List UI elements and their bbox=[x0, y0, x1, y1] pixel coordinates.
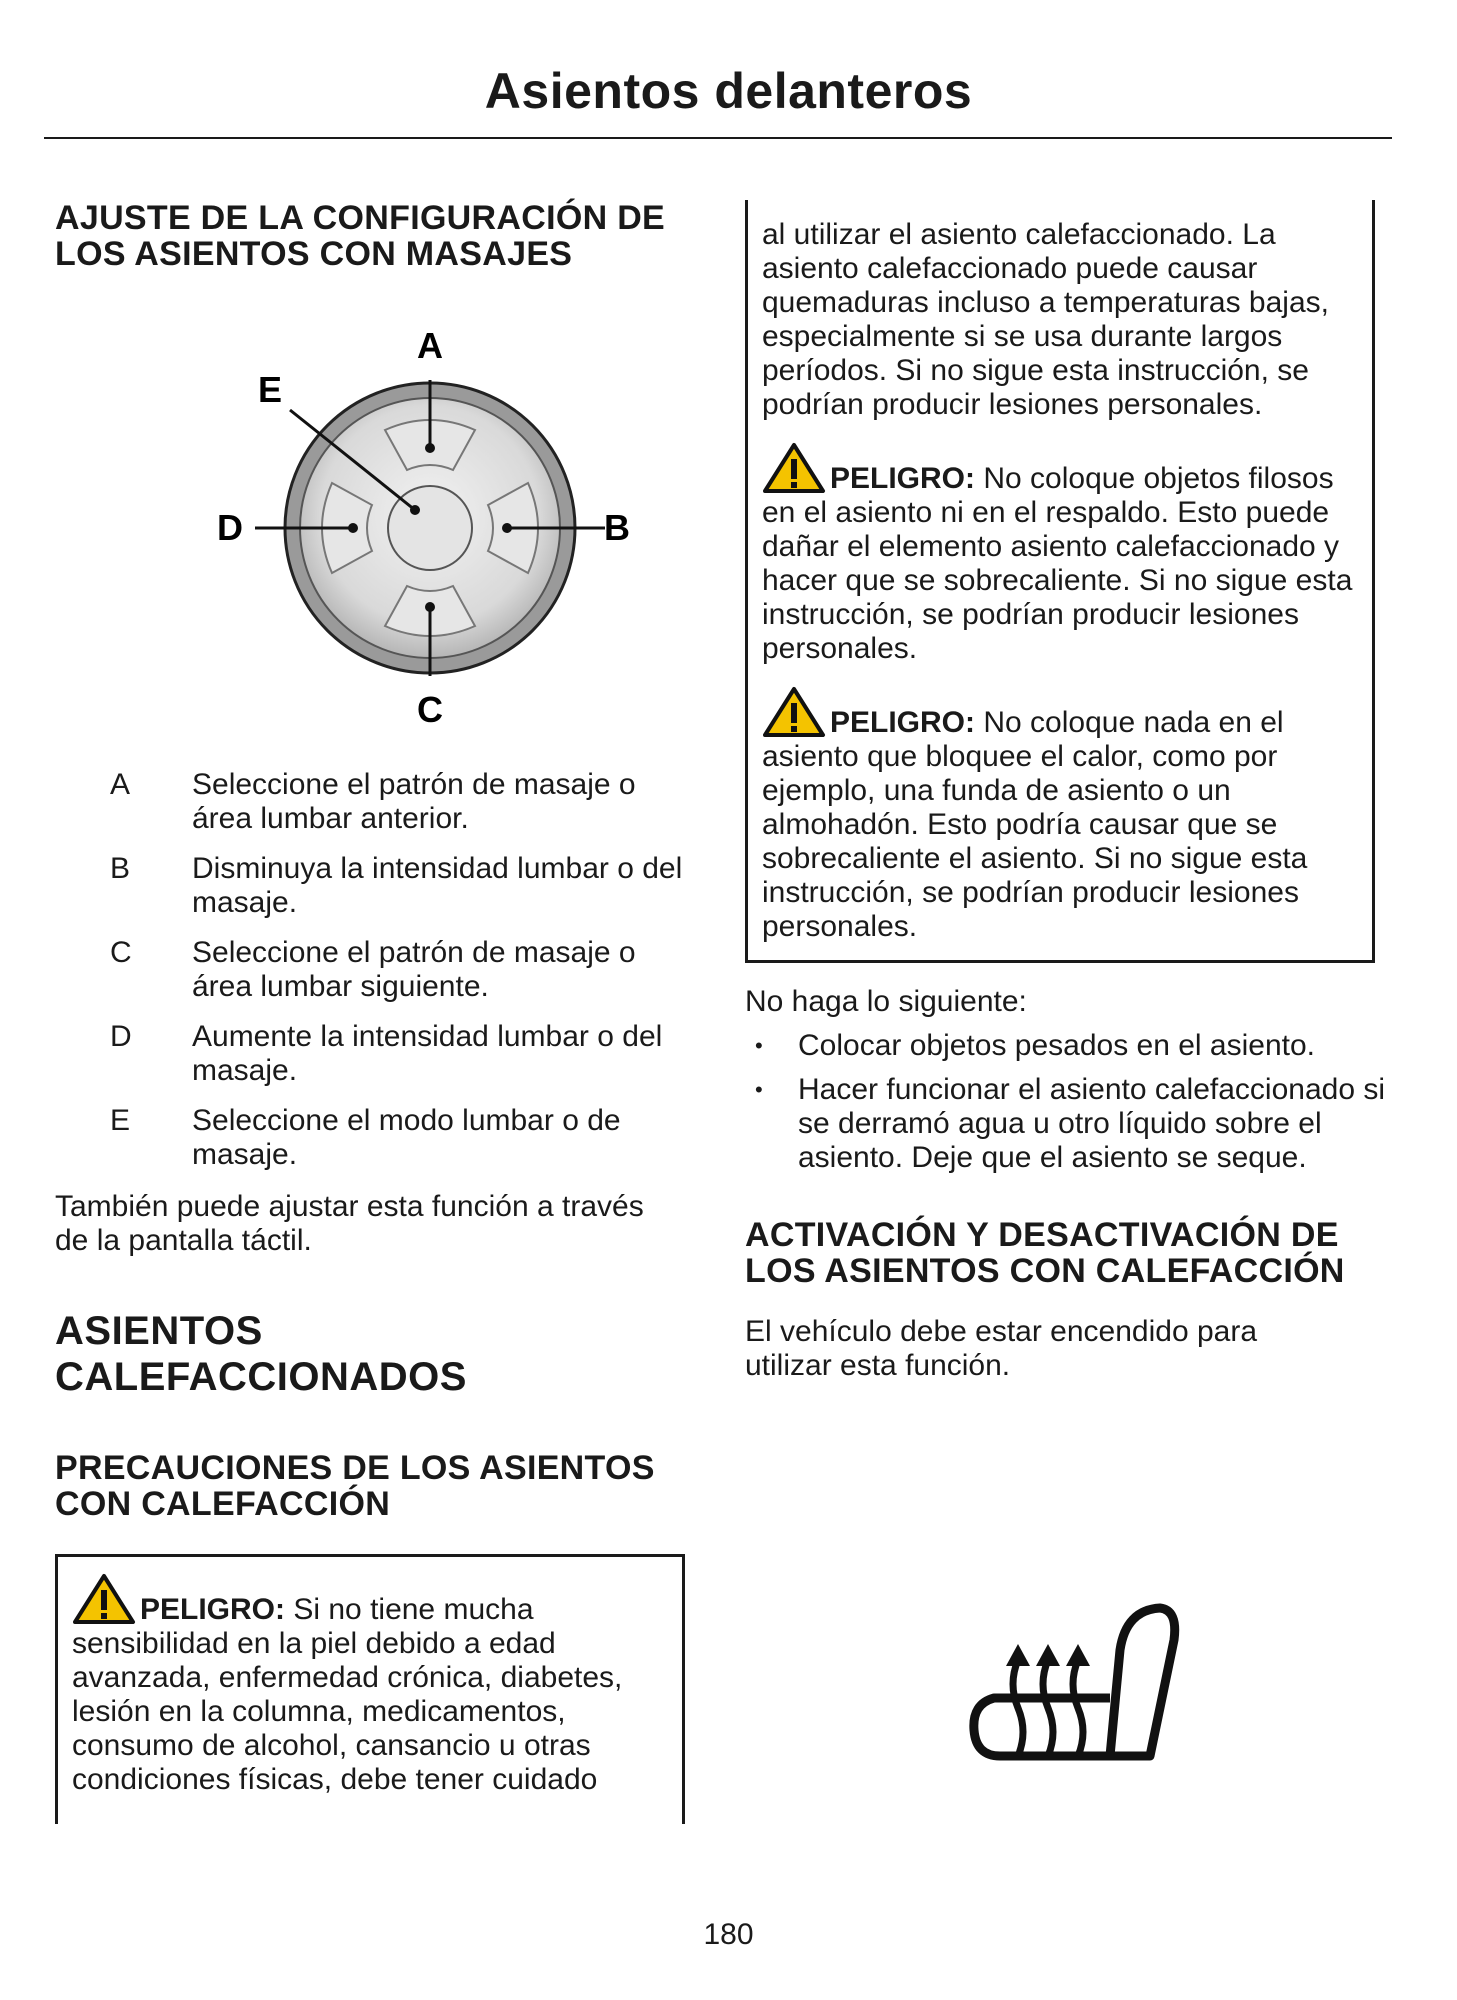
warning-box-continued bbox=[745, 200, 1375, 963]
warning-label: PELIGRO: bbox=[830, 706, 976, 739]
massage-note: También puede ajustar esta función a través de la pantalla táctil. bbox=[55, 1190, 644, 1257]
warning-triangle-icon bbox=[762, 442, 826, 494]
definition-key: B bbox=[110, 852, 131, 885]
definition-key: C bbox=[110, 936, 132, 969]
definition-text: Seleccione el patrón de masaje o área lumbar anterior. bbox=[192, 768, 636, 835]
massage-control-diagram bbox=[135, 310, 635, 730]
warning-triangle-icon bbox=[762, 686, 826, 738]
warning-triangle-icon bbox=[72, 1573, 136, 1625]
warning-body: No coloque nada en el asiento que bloquee el calor, como por ejemplo, una funda de asiento o un almohadón. Esto podría causar que se sobrecaliente el asiento. Si no sigue esta instrucción, se podrían producir lesiones personales. bbox=[762, 706, 1308, 943]
massage-definitions bbox=[55, 768, 685, 1824]
definition-key: E bbox=[110, 1104, 131, 1137]
definition-row bbox=[55, 1020, 685, 1088]
list-item: • Colocar objetos pesados en el asiento. bbox=[745, 1029, 1385, 1063]
left-column bbox=[55, 199, 685, 1796]
dont-list bbox=[745, 1029, 1385, 1175]
definition-text: Seleccione el patrón de masaje o área lumbar siguiente. bbox=[192, 936, 636, 1003]
definition-text: Disminuya la intensidad lumbar o del masaje. bbox=[192, 852, 683, 919]
label-a: A bbox=[417, 325, 443, 366]
definition-row bbox=[55, 1104, 685, 1172]
warning-box-1 bbox=[55, 1554, 685, 1824]
warning-label: PELIGRO: bbox=[140, 1593, 286, 1626]
heated-seat-icon bbox=[960, 1580, 1200, 1780]
title-divider bbox=[44, 137, 1392, 139]
page-title: Asientos delanteros bbox=[484, 63, 973, 119]
label-e: E bbox=[257, 369, 283, 410]
precautions-heading: PRECAUCIONES DE LOS ASIENTOS CON CALEFACCIÓN bbox=[55, 1449, 655, 1523]
warning-2-text bbox=[762, 442, 1358, 666]
definition-row bbox=[55, 768, 685, 836]
label-b: B bbox=[604, 507, 630, 548]
definition-text: Aumente la intensidad lumbar o del masaje. bbox=[192, 1020, 663, 1087]
activation-heading: ACTIVACIÓN Y DESACTIVACIÓN DE LOS ASIENTOS CON CALEFACCIÓN bbox=[745, 1216, 1345, 1290]
definition-row bbox=[55, 852, 685, 920]
heated-seats-heading: ASIENTOS CALEFACCIONADOS bbox=[55, 1309, 467, 1399]
warning-3-text bbox=[762, 686, 1358, 944]
definition-text: Seleccione el modo lumbar o de masaje. bbox=[192, 1104, 621, 1171]
label-c: C bbox=[417, 689, 443, 730]
warning-body: No coloque objetos filosos en el asiento ni en el respaldo. Esto puede dañar el elemento asiento calefaccionado y hacer que se sobrecaliente. Si no sigue esta instrucción, se podrían producir lesiones personales. bbox=[762, 462, 1353, 665]
right-column bbox=[745, 200, 1385, 1383]
massage-heading: AJUSTE DE LA CONFIGURACIÓN DE LOS ASIENTOS CON MASAJES bbox=[55, 199, 666, 273]
list-item: • Hacer funcionar el asiento calefaccionado si se derramó agua u otro líquido sobre el asiento. Deje que el asiento se seque. bbox=[745, 1073, 1385, 1175]
warning-1-continuation: al utilizar el asiento calefaccionado. La asiento calefaccionado puede causar quemaduras incluso a temperaturas bajas, especialmente si se usa durante largos períodos. Si no sigue esta instrucción, se podrían producir lesiones personales. bbox=[762, 218, 1329, 421]
activation-text: El vehículo debe estar encendido para utilizar esta función. bbox=[745, 1315, 1258, 1382]
warning-body: Si no tiene mucha sensibilidad en la piel debido a edad avanzada, enfermedad crónica, diabetes, lesión en la columna, medicamentos, consumo de alcohol, cansancio u otras condiciones físicas, debe tener cuidado bbox=[72, 1593, 623, 1796]
label-d: D bbox=[217, 507, 243, 548]
page-number: 180 bbox=[703, 1918, 754, 1951]
dont-intro: No haga lo siguiente: bbox=[745, 985, 1027, 1018]
definition-key: A bbox=[110, 768, 131, 801]
warning-label: PELIGRO: bbox=[830, 462, 976, 495]
definition-key: D bbox=[110, 1020, 132, 1053]
warning-1-text bbox=[72, 1573, 668, 1797]
definition-row bbox=[55, 936, 685, 1004]
